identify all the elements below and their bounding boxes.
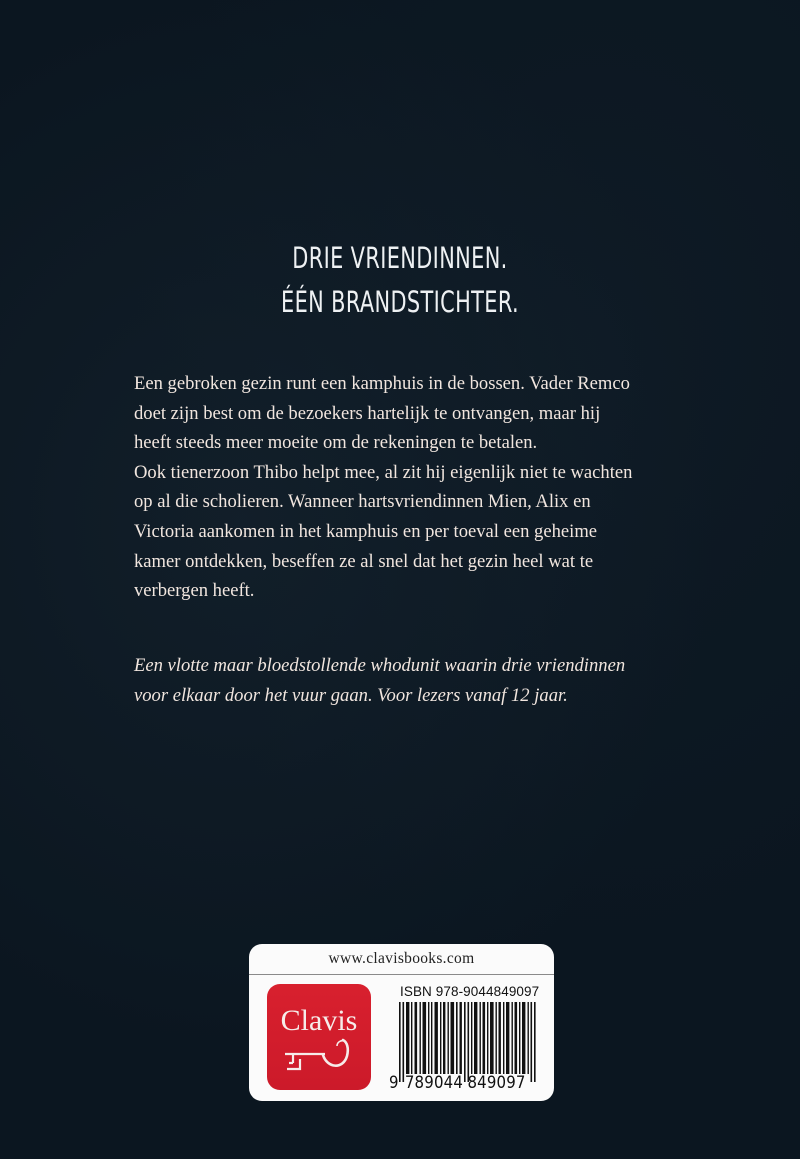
barcode-digit-lead: 9 [389, 1073, 399, 1093]
blurb-line: heeft steeds meer moeite om de rekeningen te betalen. [134, 432, 538, 454]
pitch-line: voor elkaar door het vuur gaan. Voor lezers vanaf 12 jaar. [134, 685, 568, 706]
tagline [112, 236, 688, 324]
key-icon [283, 1038, 355, 1082]
blurb-line: Een gebroken gezin runt een kamphuis in de bossen. Vader Remco [134, 373, 630, 394]
pitch-line: Een vlotte maar bloedstollende whodunit waarin drie vriendinnen [134, 655, 626, 676]
blurb-line: kamer ontdekken, beseffen ze al snel dat het gezin heel wat te [134, 550, 594, 572]
label-divider [249, 974, 554, 975]
pitch-paragraph [134, 651, 694, 711]
barcode-digit-group-left: 789044 [404, 1073, 464, 1093]
blurb-line: op al die scholieren. Wanneer hartsvriendinnen Mien, Alix en [134, 491, 591, 513]
blurb-line: verbergen heeft. [134, 580, 255, 602]
blurb-line: doet zijn best om de bezoekers hartelijk te ontvangen, maar hij [134, 402, 601, 424]
publisher-url[interactable]: www.clavisbooks.com [328, 950, 475, 967]
blurb-line: Victoria aankomen in het kamphuis en per toeval een geheime [134, 520, 598, 542]
barcode-digits [389, 1073, 526, 1093]
isbn-number: ISBN 978-9044849097 [400, 984, 540, 999]
publisher-barcode-label [249, 944, 554, 1101]
tagline-line-1: DRIE VRIENDINNEN. [292, 241, 508, 275]
barcode-digit-group-right: 849097 [467, 1073, 526, 1093]
blurb-line: Ook tienerzoon Thibo helpt mee, al zit hij eigenlijk niet te wachten [134, 461, 633, 483]
barcode [395, 1002, 547, 1082]
clavis-logo [267, 984, 371, 1090]
clavis-logo-wordmark: Clavis [280, 1004, 358, 1037]
blurb-paragraph [134, 369, 694, 606]
tagline-line-2: ÉÉN BRANDSTICHTER. [281, 285, 519, 319]
